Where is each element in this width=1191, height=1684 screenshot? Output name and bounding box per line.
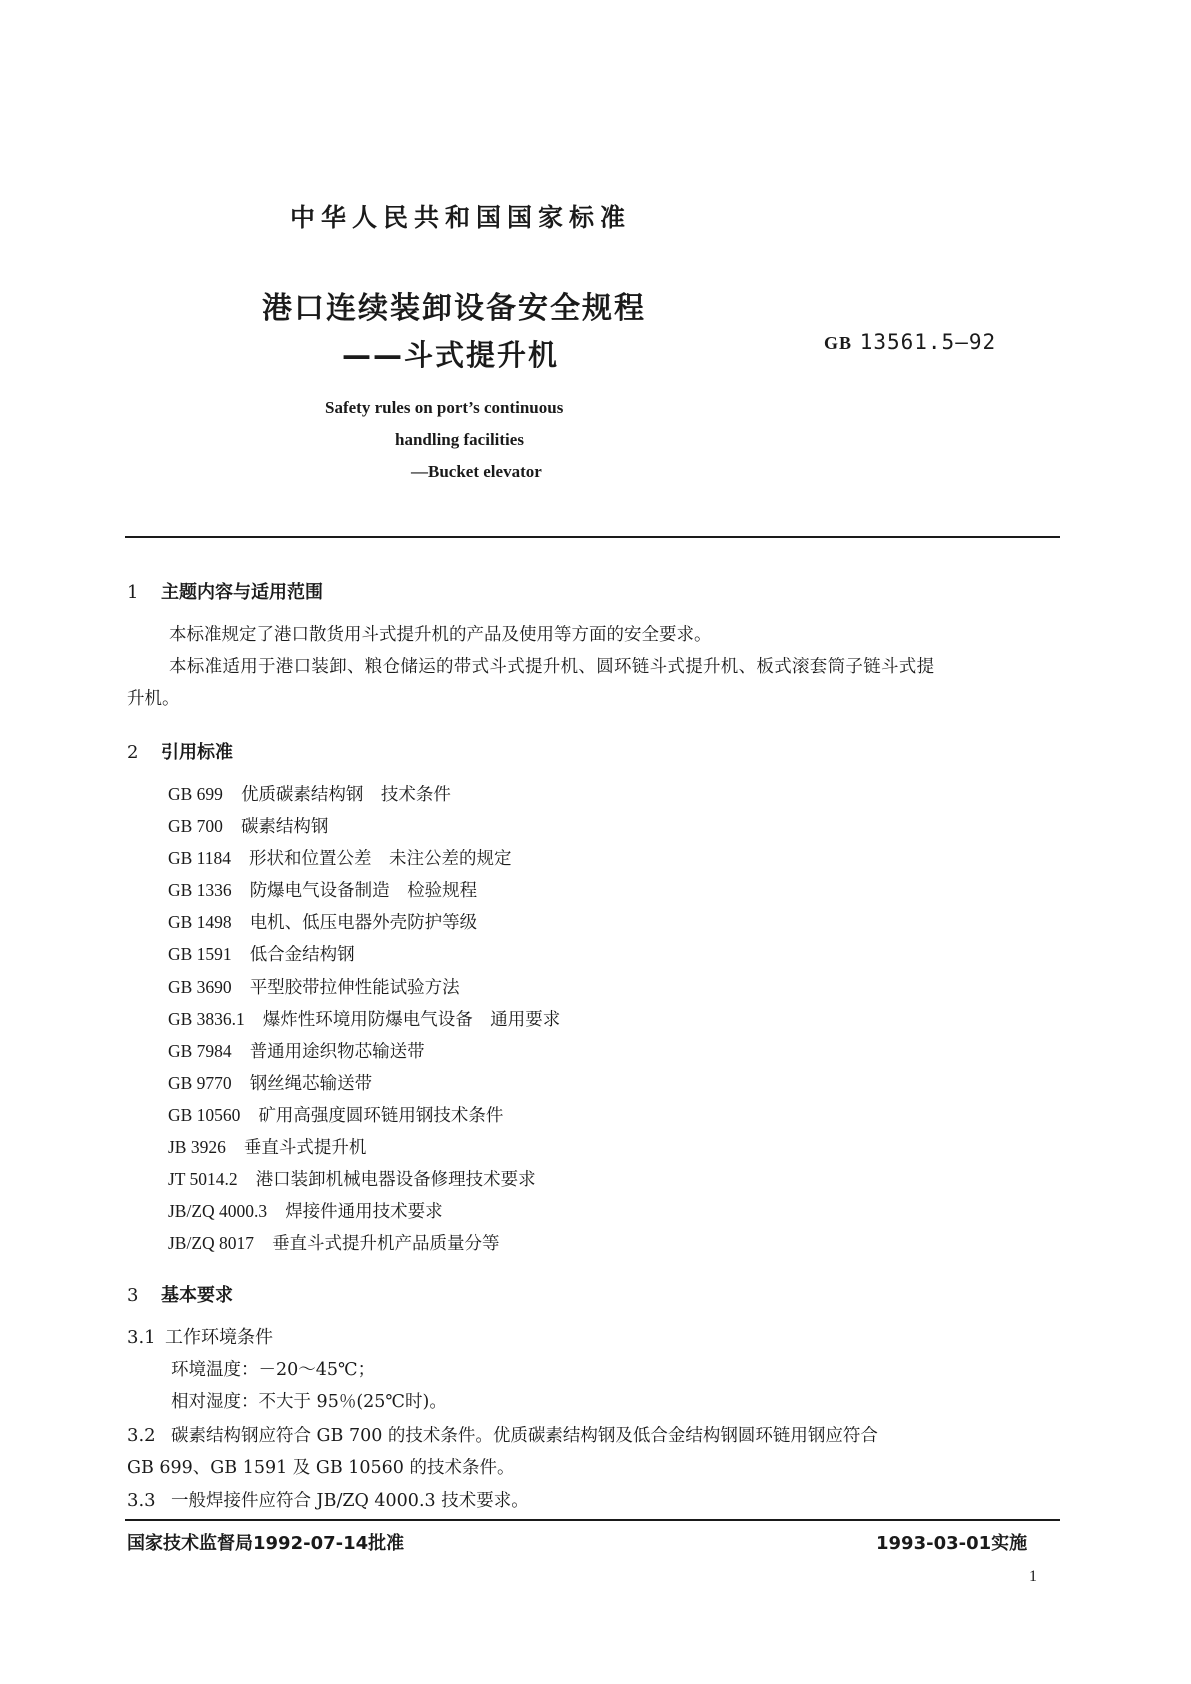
section-title: 基本要求 <box>161 1285 233 1306</box>
reference-code: GB 1184 <box>168 848 232 869</box>
reference-title: 垂直斗式提升机 <box>243 1138 367 1159</box>
reference-code: GB 700 <box>168 816 223 837</box>
reference-title: 钢丝绳芯输送带 <box>249 1073 373 1094</box>
reference-item <box>168 1067 560 1099</box>
subsection-number: 3.3 <box>127 1490 156 1511</box>
reference-code: JB 3926 <box>168 1137 226 1158</box>
section-1-paragraph-2: 本标准适用于港口装卸、粮仓储运的带式斗式提升机、圆环链斗式提升机、板式滚套筒子链斗式提 <box>169 657 935 677</box>
reference-item <box>168 1099 560 1131</box>
section-number: 3 <box>127 1285 139 1306</box>
section-1-paragraph-2-continued: 升机。 <box>127 689 180 709</box>
reference-code: JB/ZQ 4000.3 <box>168 1201 268 1222</box>
reference-code: GB 9770 <box>168 1072 232 1093</box>
reference-title: 平型胶带拉伸性能试验方法 <box>249 977 460 998</box>
footer-divider <box>125 1519 1060 1521</box>
reference-item <box>168 938 560 970</box>
subsection-text: 一般焊接件应符合 JB/ZQ 4000.3 技术要求。 <box>171 1491 529 1511</box>
document-title-en-line1: Safety rules on port’s continuous <box>325 398 564 417</box>
reference-code: JB/ZQ 8017 <box>168 1233 255 1254</box>
reference-code: JT 5014.2 <box>168 1169 238 1190</box>
reference-item <box>168 971 560 1003</box>
reference-code: GB 3690 <box>168 976 232 997</box>
subsection-title: 工作环境条件 <box>165 1327 273 1348</box>
reference-title: 垂直斗式提升机产品质量分等 <box>272 1234 500 1255</box>
document-subtitle-cn: ——斗式提升机 <box>342 338 560 372</box>
reference-title: 低合金结构钢 <box>249 945 355 966</box>
reference-title: 防爆电气设备制造 检验规程 <box>249 881 478 902</box>
section-title: 引用标准 <box>161 742 233 763</box>
subsection-number: 3.2 <box>127 1425 156 1446</box>
reference-title: 碳素结构钢 <box>240 817 329 838</box>
subsection-3-3 <box>127 1487 529 1512</box>
subsection-number: 3.1 <box>127 1327 156 1348</box>
reference-code: GB 1591 <box>168 944 232 965</box>
standard-number <box>824 330 996 354</box>
reference-title: 港口装卸机械电器设备修理技术要求 <box>255 1170 536 1191</box>
document-title-en-line3: —Bucket elevator <box>411 462 542 481</box>
reference-item <box>168 778 560 810</box>
subsection-3-2-continued: GB 699、GB 1591 及 GB 10560 的技术条件。 <box>127 1458 515 1478</box>
reference-item <box>168 1131 560 1163</box>
reference-item <box>168 1035 560 1067</box>
subsection-text: 碳素结构钢应符合 GB 700 的技术条件。优质碳素结构钢及低合金结构钢圆环链用钢应符合 <box>171 1426 878 1446</box>
page-number: 1 <box>1029 1568 1037 1585</box>
reference-item <box>168 874 560 906</box>
standard-number-prefix: GB <box>824 333 853 353</box>
section-1-heading <box>127 578 323 604</box>
reference-code: GB 699 <box>168 784 223 804</box>
reference-item <box>168 1003 560 1035</box>
section-number: 1 <box>127 582 139 603</box>
approval-date: 国家技术监督局1992-07-14批准 <box>127 1533 405 1554</box>
section-number: 2 <box>127 742 139 763</box>
reference-code: GB 10560 <box>168 1104 241 1125</box>
reference-item <box>168 1163 560 1195</box>
reference-list <box>168 778 560 1259</box>
reference-code: GB 1336 <box>168 880 232 901</box>
section-3-heading <box>127 1281 233 1307</box>
reference-code: GB 1498 <box>168 912 232 933</box>
subsection-3-2 <box>127 1422 878 1447</box>
reference-title: 焊接件通用技术要求 <box>285 1202 443 1223</box>
header-divider <box>125 536 1060 538</box>
reference-code: GB 7984 <box>168 1040 232 1061</box>
section-2-heading <box>127 738 233 764</box>
reference-item <box>168 842 560 874</box>
document-title-cn: 港口连续装卸设备安全规程 <box>262 291 646 326</box>
reference-title: 优质碳素结构钢 技术条件 <box>240 785 451 805</box>
reference-title: 爆炸性环境用防爆电气设备 通用要求 <box>262 1009 561 1030</box>
national-standard-heading: 中华人民共和国国家标准 <box>290 203 632 232</box>
reference-title: 矿用高强度圆环链用钢技术条件 <box>258 1105 504 1126</box>
environment-temperature: 环境温度：－20～45℃； <box>171 1360 376 1380</box>
reference-title: 普通用途织物芯输送带 <box>249 1041 425 1062</box>
document-title-en-line2: handling facilities <box>395 430 524 449</box>
reference-item <box>168 1195 560 1227</box>
environment-humidity: 相对湿度：不大于 95％(25℃时)。 <box>171 1392 447 1412</box>
reference-item <box>168 906 560 938</box>
reference-item <box>168 1227 560 1259</box>
standard-number-value: 13561.5—92 <box>859 330 997 354</box>
reference-code: GB 3836.1 <box>168 1008 245 1029</box>
reference-item <box>168 810 560 842</box>
implementation-date: 1993-03-01实施 <box>876 1533 1028 1554</box>
section-1-paragraph-1: 本标准规定了港口散货用斗式提升机的产品及使用等方面的安全要求。 <box>169 625 712 645</box>
section-title: 主题内容与适用范围 <box>161 582 323 603</box>
reference-title: 电机、低压电器外壳防护等级 <box>249 913 478 934</box>
reference-title: 形状和位置公差 未注公差的规定 <box>249 849 512 870</box>
subsection-3-1-heading <box>127 1323 273 1349</box>
